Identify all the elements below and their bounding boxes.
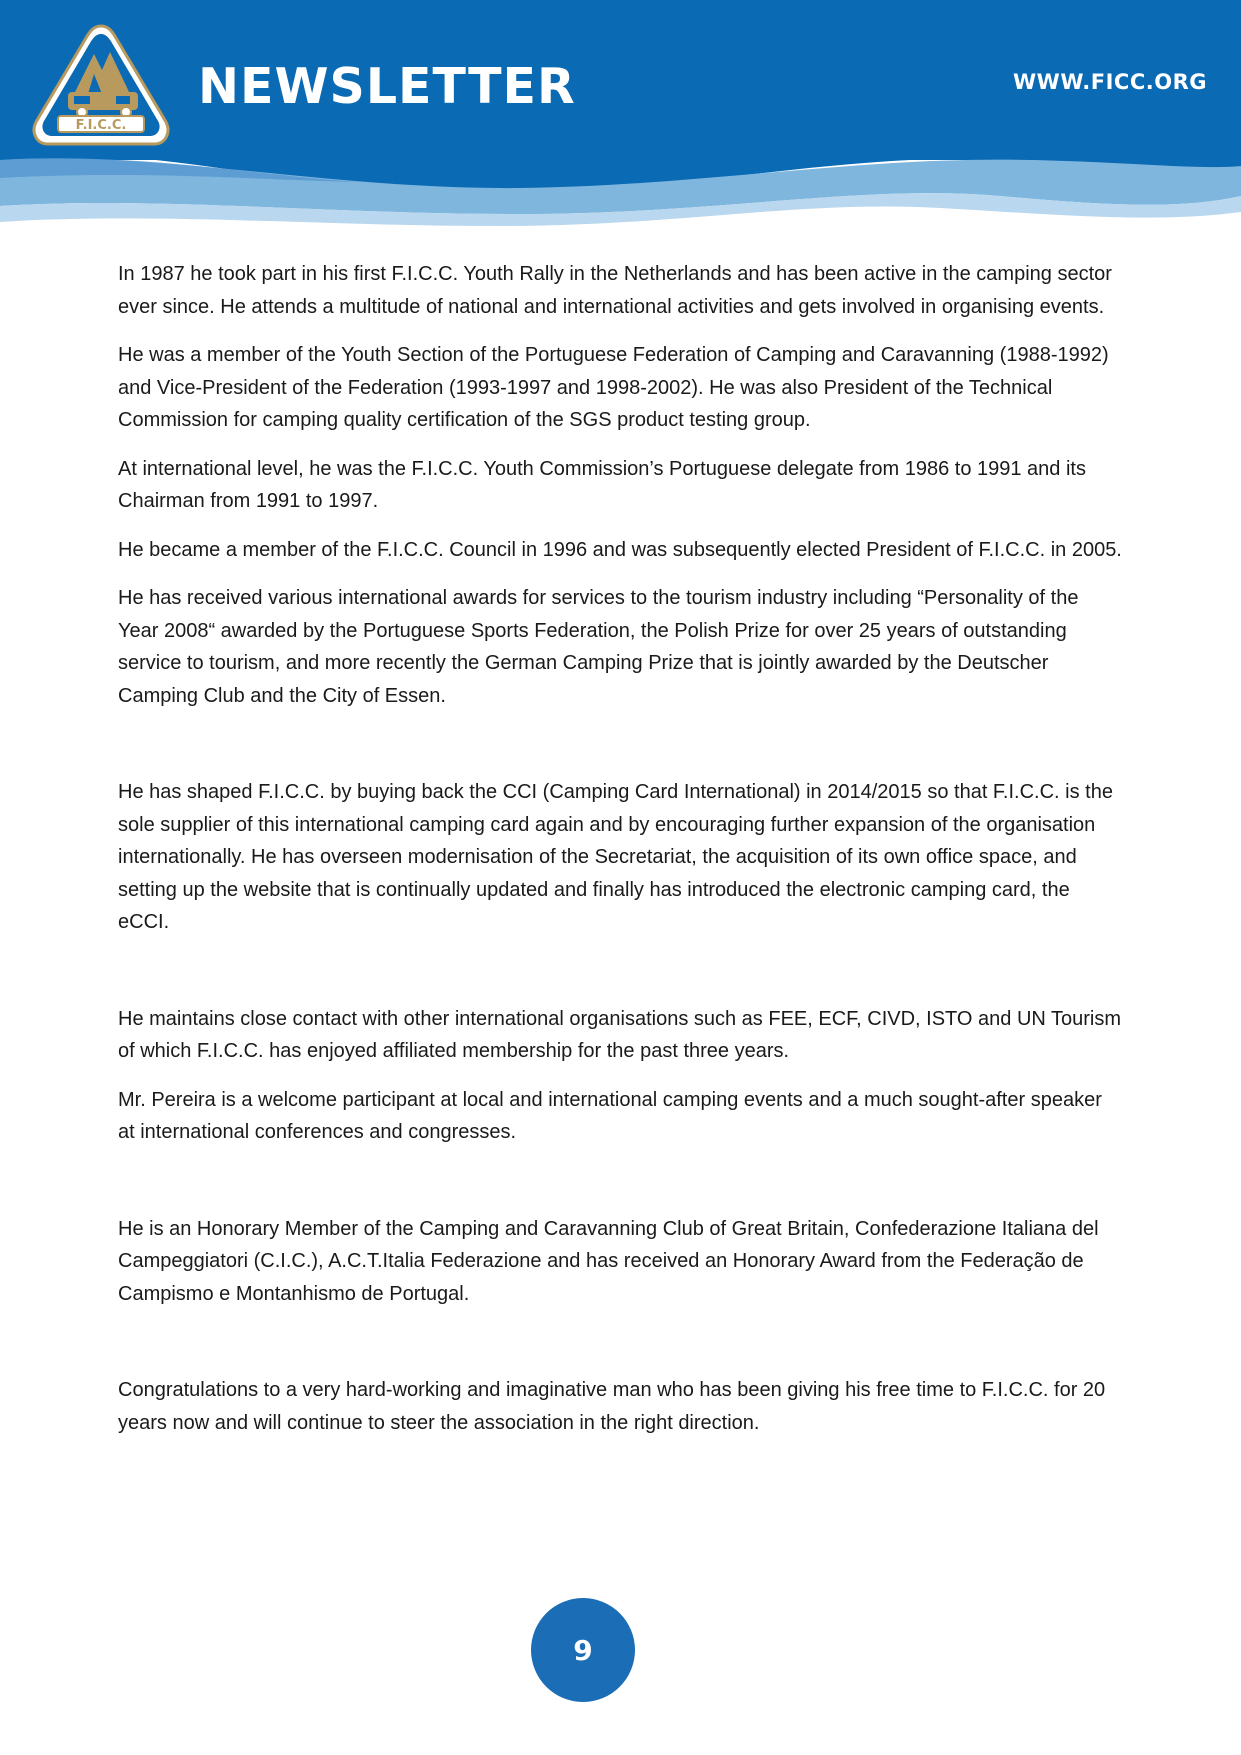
website-link[interactable]: WWW.FICC.ORG — [1013, 70, 1207, 94]
logo-text: F.I.C.C. — [75, 118, 127, 133]
newsletter-header — [0, 0, 1241, 230]
paragraph-8: Mr. Pereira is a welcome participant at local and international camping events and a much sought-after speaker at international conferences and congresses. — [118, 1088, 1102, 1143]
paragraph-3: At international level, he was the F.I.C.C. Youth Commission’s Portuguese delegate from 1986 to 1991 and its Chairman from 1991 to 1997. — [118, 457, 1086, 512]
paragraph-5: He has received various international awards for services to the tourism industry including “Personality of the Year 2008“ awarded by the Portuguese Sports Federation, the Polish Prize for over 25 years of outstanding service to tourism, and more recently the German Camping Prize that is jointly awarded by the Deutscher Camping Club and the City of Essen. — [118, 587, 1079, 707]
page-number: 9 — [573, 1633, 593, 1667]
header-wave-background — [0, 0, 1241, 230]
paragraph-2: He was a member of the Youth Section of the Portuguese Federation of Camping and Caravanning (1988-1992) and Vice-President of the Federation (1993-1997 and 1998-2002). He was also President of the Technical Commission for camping quality certification of the SGS product testing group. — [118, 344, 1109, 431]
ficc-logo[interactable] — [30, 22, 172, 150]
page-number-badge — [531, 1598, 635, 1702]
paragraph-4: He became a member of the F.I.C.C. Council in 1996 and was subsequently elected President of F.I.C.C. in 2005. — [118, 538, 1122, 561]
newsletter-title: NEWSLETTER — [198, 58, 576, 115]
article-body — [118, 258, 1123, 1455]
paragraph-10: Congratulations to a very hard-working and imaginative man who has been giving his free time to F.I.C.C. for 20 years now and will continue to steer the association in the right direction. — [118, 1379, 1106, 1434]
paragraph-9: He is an Honorary Member of the Camping and Caravanning Club of Great Britain, Confederazione Italiana del Campeggiatori (C.I.C.), A.C.T.Italia Federazione and has received an Honorary Award from the Federação de Campismo e Montanhismo de Portugal. — [118, 1217, 1099, 1305]
paragraph-6: He has shaped F.I.C.C. by buying back the CCI (Camping Card International) in 2014/2015 so that F.I.C.C. is the sole supplier of this international camping card again and by encouraging further expansion of the organisation internationally. He has overseen modernisation of the Secretariat, the acquisition of its own office space, and setting up the website that is continually updated and finally has introduced the electronic camping card, the eCCI. — [118, 781, 1113, 933]
paragraph-1: In 1987 he took part in his first F.I.C.C. Youth Rally in the Netherlands and has been active in the camping sector ever since. He attends a multitude of national and international activities and gets involved in organising events. — [118, 263, 1112, 318]
paragraph-7: He maintains close contact with other international organisations such as FEE, ECF, CIVD, ISTO and UN Tourism of which F.I.C.C. has enjoyed affiliated membership for the past three years. — [118, 1007, 1122, 1062]
